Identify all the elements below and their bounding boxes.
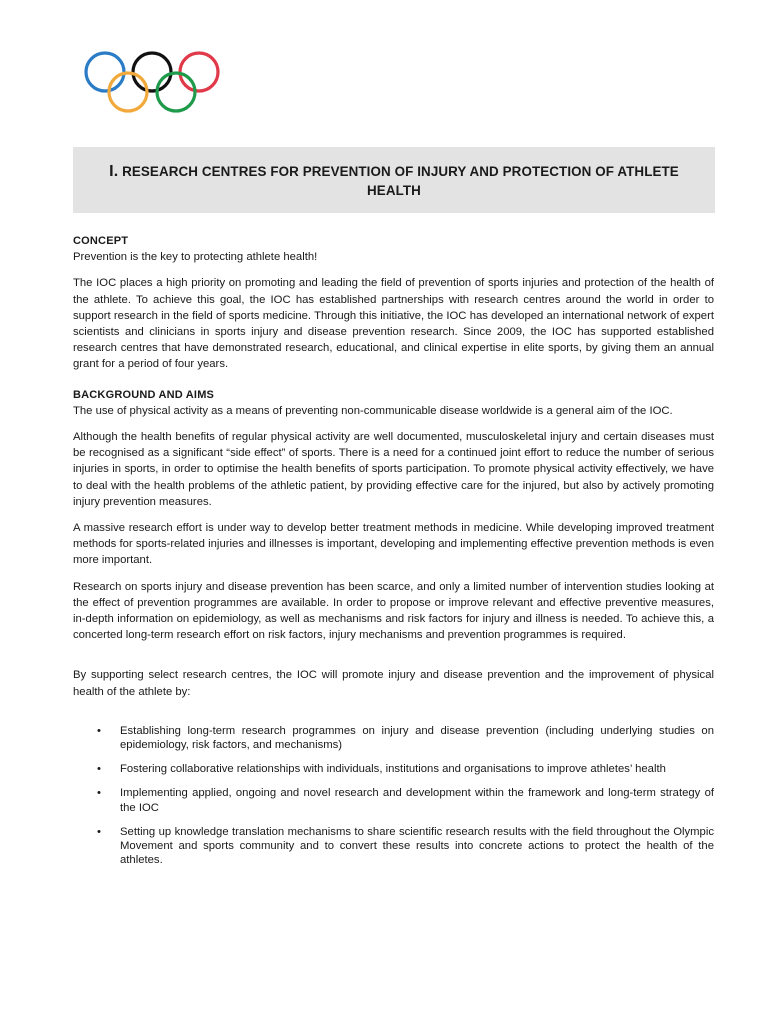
list-item [73,786,714,814]
background-paragraph-1: The use of physical activity as a means of preventing non-communicable disease worldwide is a general aim of the IOC. [73,404,673,417]
section-title [73,147,715,213]
list-item-text: Implementing applied, ongoing and novel research and development within the framework and long-term strategy of the IOC [120,787,714,814]
list-item-text: Fostering collaborative relationships with individuals, institutions and organisations to improve athletes’ health [120,763,666,776]
green-ring [157,73,195,111]
list-item [73,724,714,752]
bullet-icon: • [97,763,101,776]
list-item [73,762,714,776]
background-heading: BACKGROUND AND AIMS [73,388,215,401]
concept-paragraph: The IOC places a high priority on promoting and leading the field of prevention of sports injuries and protection of the health of the athlete. To achieve this goal, the IOC has established partnerships with research centres around the world in order to support research in the field of sports medicine. Through this initiative, the IOC has developed an international network of expert scientists and clinicians in sports injury and disease prevention research. Since 2009, the IOC has supported established research centres that have demonstrated research, educational, and clinical expertise in elite sports, by giving them an annual grant for a period of four years. [73,277,714,371]
list-item-text: Setting up knowledge translation mechanisms to share scientific research results with the field throughout the Olympic Movement and sports community and to convert these results into concrete actions to protect the health of the athletes. [120,825,714,867]
list-item [73,825,714,868]
bullet-icon: • [97,787,101,800]
background-paragraph-2: Although the health benefits of regular physical activity are well documented, musculoskeletal injury and certain diseases must be recognised as a significant “side effect” of sports. There is a need for a continued joint effort to reduce the number of serious injuries in sports, in order to optimise the health benefits of sports participation. To promote physical activity effectively, we have to deal with the health problems of the athletic patient, by providing effective care for the injured, but also by actively promoting injury prevention measures. [73,431,714,508]
list-item-text: Establishing long-term research programmes on injury and disease prevention (including underlying studies on epidemiology, risk factors, and mechanisms) [120,724,714,752]
section-title-text: RESEARCH CENTRES FOR PREVENTION OF INJURY AND PROTECTION OF ATHLETE HEALTH [122,164,679,198]
aims-list [73,724,714,868]
concept-lead: Prevention is the key to protecting athlete health! [73,251,318,264]
document-body [73,233,714,878]
concept-heading: CONCEPT [73,235,129,247]
section-numeral: I. [109,163,119,180]
blue-ring [86,53,124,91]
background-paragraph-4: Research on sports injury and disease prevention has been scarce, and only a limited number of intervention studies looking at the effect of prevention programmes are available. In order to propose or improve relevant and effective preventive measures, in-depth information on epidemiology, as well as mechanisms and risk factors for injury and illness is needed. To achieve this, a concerted long-term research effort on risk factors, injury mechanisms and prevention programmes is required. [73,580,714,642]
black-ring [133,53,171,91]
yellow-ring [109,73,147,111]
bullet-icon: • [97,825,101,838]
background-paragraph-5: By supporting select research centres, the IOC will promote injury and disease prevention and the improvement of physical health of the athlete by: [73,669,714,698]
background-paragraph-3: A massive research effort is under way to develop better treatment methods in medicine. While developing improved treatment methods for sports-related injuries and illnesses is important, developing and implementing effective prevention methods is even more important. [73,522,714,567]
olympic-rings-logo [80,50,225,116]
red-ring [180,53,218,91]
bullet-icon: • [97,724,101,737]
